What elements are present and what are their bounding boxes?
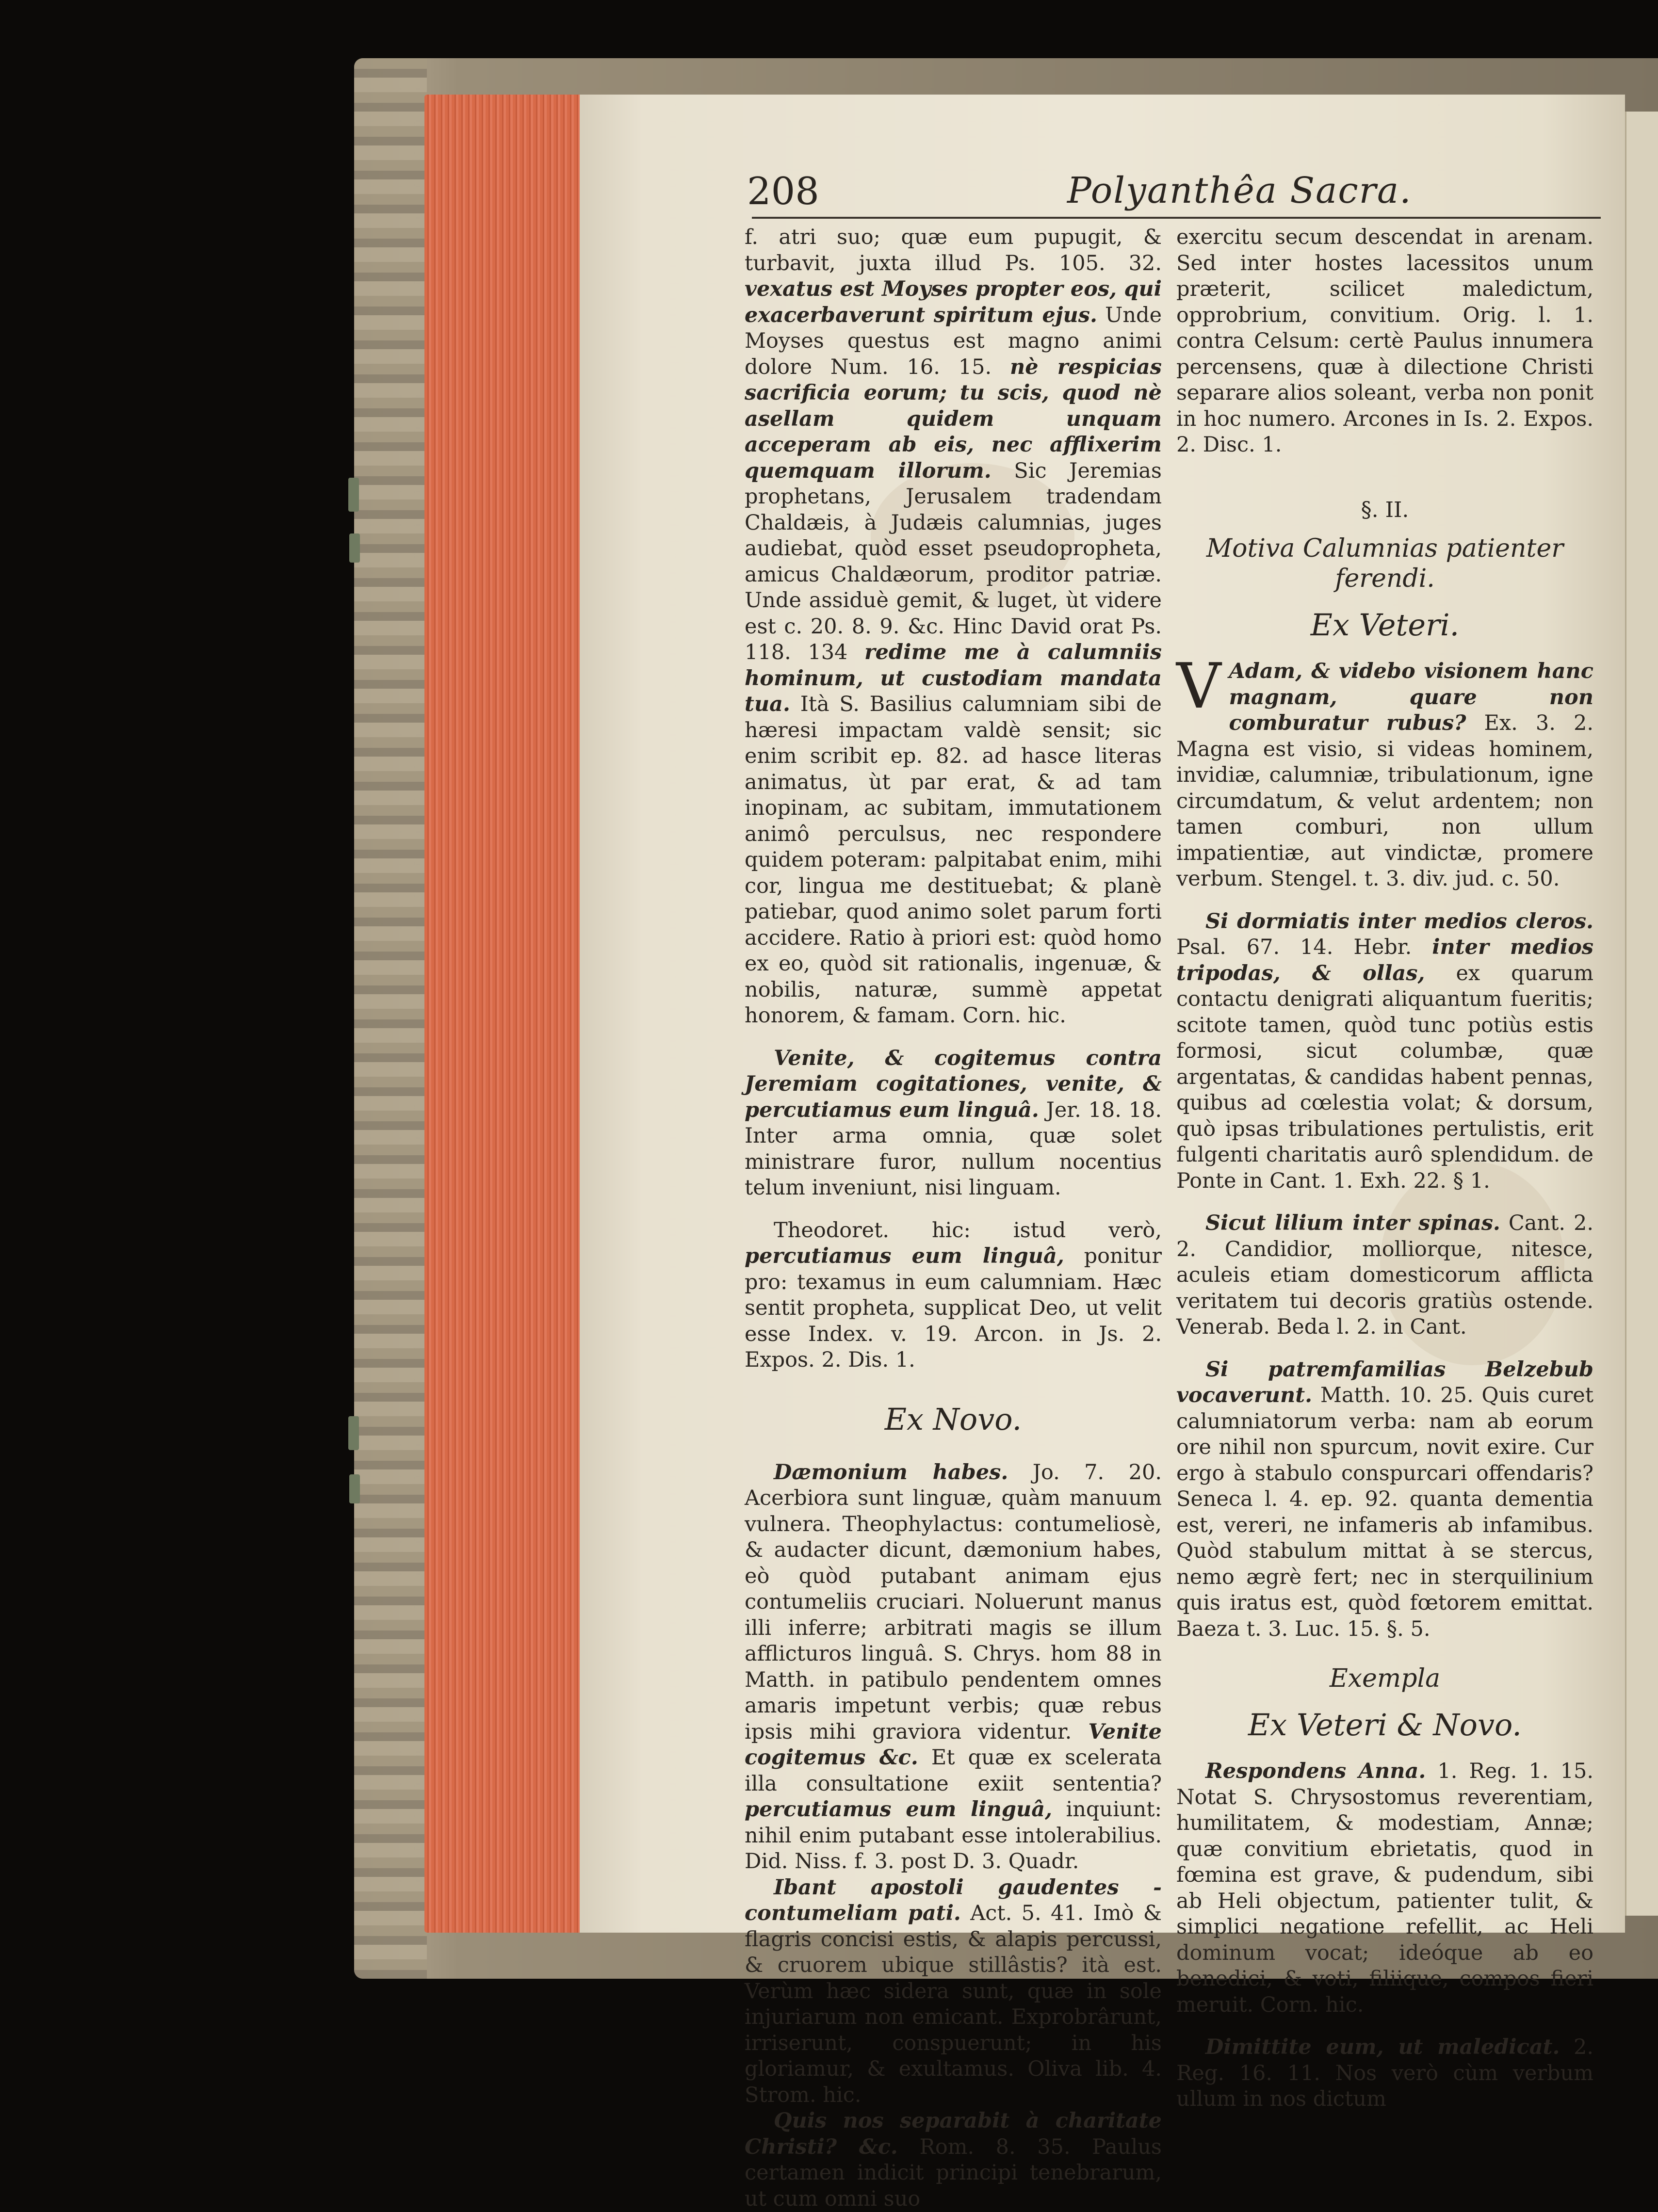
drop-cap: V bbox=[1176, 650, 1221, 723]
scripture-quote: vexatus est Moyses propter eos, qui exacerbaverunt spiritum ejus. bbox=[745, 277, 1162, 327]
text: Ità S. Basilius calumniam sibi de hæresi impactam valdè sensit; sic enim scribit ep. 82. ad hasce literas animatus, ùt par erat, & ad tam inopinam, ac subitam, immutationem animô perculsus, nec respondere quidem poteram: palpitabat enim, mihi cor, lingua me destituebat; & planè patiebar, quod animo solet parum forti accidere. Ratio à priori est: quòd homo ex eo, quòd sit rationalis, ingenuæ, & nobilis, naturæ, summè appetat honorem, & famam. Corn. hic. bbox=[745, 692, 1162, 1028]
text: Sic Jeremias prophetans, Jerusalem tradendam Chaldæis, à Judæis calumnias, juges audiebat, quòd esset pseudopropheta, amicus Chaldæorum, proditor patriæ. Unde assiduè gemit, & luget, ùt videre est c. 20. 8. 9. &c. Hinc David orat Ps. 118. 134 bbox=[745, 458, 1162, 664]
text: Theodoret. hic: istud verò, bbox=[774, 1218, 1162, 1243]
scripture-quote: Si dormiatis inter medios cleros. bbox=[1205, 909, 1593, 934]
text: 2. Reg. 16. 11. Nos verò cùm verbum ullum in nos dictum bbox=[1176, 2035, 1593, 2111]
text: Matth. 10. 25. Quis curet calumniatorum verba: nam ab eorum ore nihil non spurcum, novit exire. Cur ergo à stabulo conspurcari offendaris? Seneca l. 4. ep. 92. quanta dementia est, vereri, ne infameris ab infamibus. Quòd stabulum mittat à se stercus, nemo ægrè fert; nec in sterquilinium quis iratus est, quòd fœtorem emittat. Baeza t. 3. Luc. 15. §. 5. bbox=[1176, 1383, 1593, 1641]
next-page-edge bbox=[1625, 112, 1658, 1916]
text: Cant. 2. 2. Candidior, molliorque, nitesce, aculeis etiam domesticorum afflicta veritatem tui decoris gratiùs ostende. Venerab. Beda l. 2. in Cant. bbox=[1176, 1211, 1593, 1339]
section-heading: Exempla bbox=[1329, 1664, 1441, 1693]
scripture-quote: nè respicias sacrificia eorum; tu scis, quod nè asellam quidem unquam acceperam ab eis, nec afflixerim quemquam illorum. bbox=[745, 355, 1162, 483]
text: inquiunt: nihil enim putabant esse intolerabilius. Did. Niss. f. 3. post D. 3. Quadr. bbox=[745, 1797, 1162, 1873]
scripture-quote: Venite cogitemus &c. bbox=[745, 1719, 1162, 1770]
section-heading: Ex Veteri & Novo. bbox=[1248, 1707, 1522, 1743]
scripture-quote: Dæmonium habes. bbox=[774, 1460, 1008, 1485]
paragraph bbox=[1176, 2034, 1593, 2113]
paragraph bbox=[1176, 650, 1594, 892]
paragraph bbox=[745, 1875, 1162, 2109]
text: 1. Reg. 1. 15. Notat S. Chrysostomus reverentiam, humilitatem, & modestiam, Annæ; quæ convitium ebrietatis, quod in fœmina est grave, & pudendum, sibi ab Heli objectum, patienter tulit, & simplici negatione refellit, ac Heli dominum vocat; ideóque ab eo benedici, & voti, filiique, compos fieri meruit. Corn. hic. bbox=[1176, 1759, 1593, 2017]
section-heading: Ex Novo. bbox=[884, 1401, 1022, 1437]
scripture-quote: inter medios tripodas, & ollas, bbox=[1176, 935, 1593, 985]
header-rule bbox=[752, 217, 1601, 219]
page-header bbox=[580, 170, 1625, 223]
paragraph bbox=[745, 1046, 1162, 1201]
scripture-quote: Ibant apostoli gaudentes - contumeliam pati. bbox=[745, 1875, 1162, 1925]
text: Et quæ ex scelerata illa consultatione exiit sententia? bbox=[745, 1745, 1162, 1796]
page-number: 208 bbox=[747, 170, 819, 213]
running-head: Polyanthêa Sacra. bbox=[1067, 170, 1412, 211]
text: Rom. 8. 35. Paulus certamen indicit principi tenebrarum, ut cum omni suo bbox=[745, 2134, 1162, 2211]
section-heading: Ex Veteri. bbox=[1310, 607, 1460, 643]
paragraph bbox=[745, 1218, 1162, 1373]
paragraph bbox=[745, 2108, 1162, 2212]
text: Jer. 18. 18. Inter arma omnia, quæ solet ministrare furor, nullum nocentius telum inveniunt, nisi linguam. bbox=[745, 1098, 1162, 1200]
book-spine-edge bbox=[354, 58, 427, 1979]
paragraph bbox=[1176, 225, 1593, 458]
scripture-quote: Respondens Anna. bbox=[1205, 1759, 1426, 1783]
book-page bbox=[580, 95, 1625, 2211]
text: Ex. 3. 2. Magna est visio, si videas hominem, invidiæ, calumniæ, tribulationum, igne circumdatum, & velut ardentem; non tamen comburi, non ullum impatientiæ, aut vindictæ, promere verbum. Stengel. t. 3. div. jud. c. 50. bbox=[1176, 711, 1594, 891]
clasp-bottom bbox=[349, 1474, 360, 1503]
paragraph bbox=[1176, 909, 1593, 1195]
scripture-quote: Dimittite eum, ut maledicat. bbox=[1205, 2035, 1560, 2059]
paragraph bbox=[745, 225, 1162, 1029]
scripture-quote: percutiamus eum linguâ, bbox=[745, 1797, 1053, 1822]
paragraph bbox=[1176, 1211, 1593, 1340]
paragraph bbox=[1176, 1357, 1593, 1643]
text: Psal. 67. 14. Hebr. bbox=[1176, 935, 1412, 959]
text: Jo. 7. 20. Acerbiora sunt linguæ, quàm manuum vulnera. Theophylactus: contumeliosè, & audacter dicunt, dæmonium habes, eò quòd putabant animam ejus contumeliis cruciari. Noluerunt manus illi inferre; arbitrati magis se illum afflicturos linguâ. S. Chrys. hom 88 in Matth. in patibulo pendentem omnes amaris impetunt verbis; quæ rebus ipsis mihi graviora videntur. bbox=[745, 1460, 1162, 1744]
paragraph bbox=[1176, 1759, 1593, 2018]
clasp-top bbox=[348, 478, 359, 512]
scripture-quote: percutiamus eum linguâ, bbox=[745, 1244, 1064, 1268]
text: ponitur pro: texamus in eum calumniam. Hæc sentit propheta, supplicat Deo, ut velit esse Index. v. 19. Arcon. in Js. 2. Expos. 2. Dis. 1. bbox=[745, 1244, 1162, 1372]
text: Act. 5. 41. Imò & flagris concisi estis, & alapis percussi, & cruorem ubique stillâstis? ità est. Verùm hæc sidera sunt, quæ in sole injuriarum non emicant. Exprobrârunt, irriserunt, conspuerunt; in his gloriamur, & exultamus. Oliva lib. 4. Strom. hic. bbox=[745, 1901, 1162, 2107]
scripture-quote: Quis nos separabit à charitate Christi? &c. bbox=[745, 2109, 1162, 2159]
text: Unde Moyses questus est magno animi dolore Num. 16. 15. bbox=[745, 303, 1162, 379]
scripture-quote: Sicut lilium inter spinas. bbox=[1205, 1211, 1500, 1235]
scripture-quote: redime me à calumniis hominum, ut custodiam mandata tua. bbox=[745, 640, 1162, 716]
left-column bbox=[745, 225, 1162, 2212]
scripture-quote: Venite, & cogitemus contra Jeremiam cogitationes, venite, & percutiamus eum linguâ. bbox=[745, 1046, 1162, 1122]
section-number: §. II. bbox=[1361, 497, 1409, 522]
text: f. atri suo; quæ eum pupugit, & turbavit, juxta illud Ps. 105. 32. bbox=[745, 225, 1162, 275]
scripture-quote: Adam, & videbo visionem hanc magnam, quare non comburatur rubus? bbox=[1229, 659, 1593, 735]
section-heading: Motiva Calumnias patienter ferendi. bbox=[1206, 534, 1564, 593]
text: exercitu secum descendat in arenam. Sed inter hostes lacessitos unum præterit, scilicet maledictum, opprobrium, convitium. Orig. l. 1. contra Celsum: certè Paulus innumera percensens, quæ à dilectione Christi separare alios soleant, verba non ponit in hoc numero. Arcones in Is. 2. Expos. 2. Disc. 1. bbox=[1176, 225, 1593, 457]
red-page-edges bbox=[424, 95, 585, 1933]
right-column bbox=[1176, 225, 1593, 2113]
text: ex quarum contactu denigrati aliquantum fueritis; scitote tamen, quòd tunc potiùs estis formosi, sicut columbæ, quæ argentatas, & candidas habent pennas, quibus ad cœlestia volat; & dorsum, quò ipsas tribulationes pertulistis, erit fulgenti charitatis aurô splendidum. de Ponte in Cant. 1. Exh. 22. § 1. bbox=[1176, 961, 1594, 1193]
clasp-lower bbox=[348, 1416, 359, 1450]
clasp-upper bbox=[349, 533, 360, 563]
scripture-quote: Si patremfamilias Belzebub vocaverunt. bbox=[1176, 1357, 1593, 1407]
paragraph bbox=[745, 1460, 1162, 1875]
